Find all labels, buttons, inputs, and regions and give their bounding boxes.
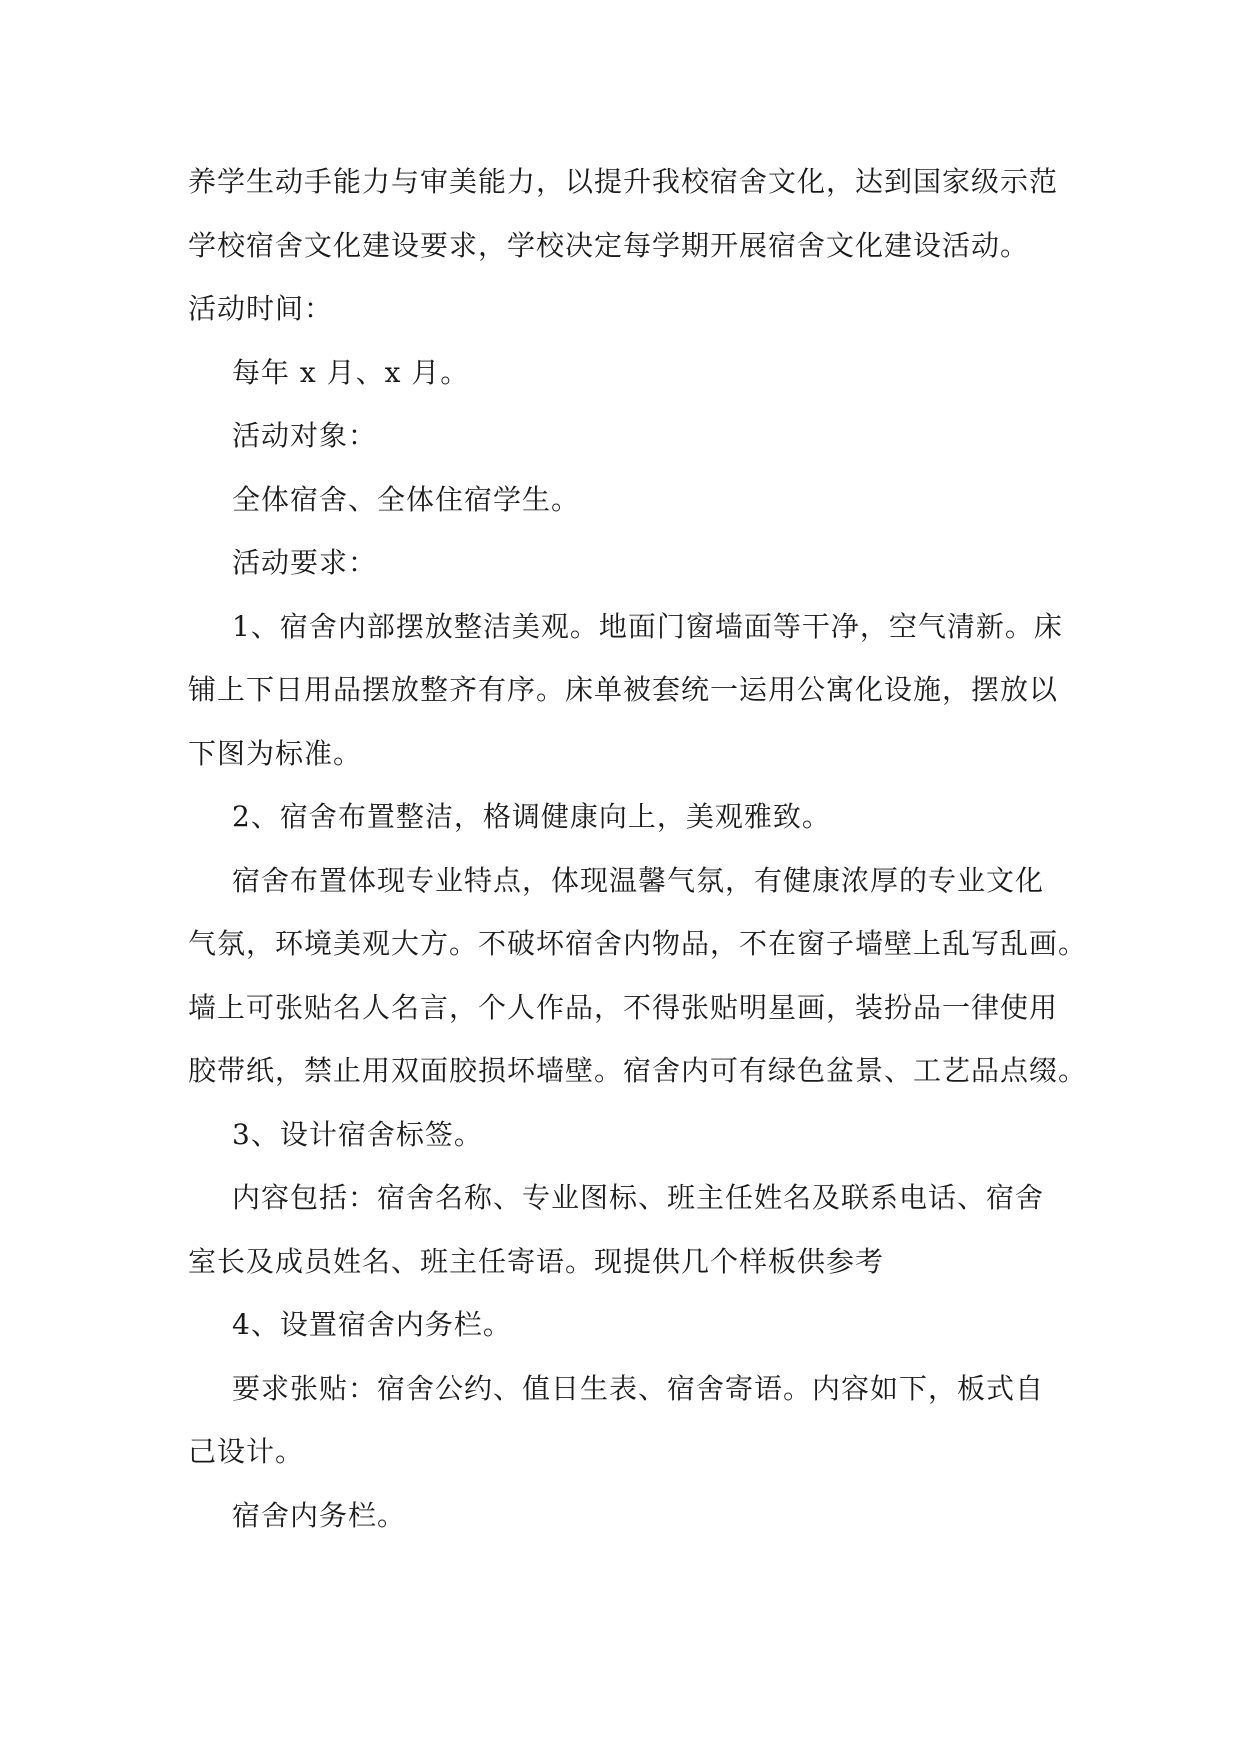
list-item-3: 3、设计宿舍标签。 [232, 1117, 483, 1151]
text-line: 室长及成员姓名、班主任寄语。现提供几个样板供参考 [188, 1244, 885, 1278]
section-heading: 活动要求： [232, 546, 378, 579]
list-item-4: 4、设置宿舍内务栏。 [232, 1308, 512, 1341]
list-item-2: 2、宿舍布置整洁，格调健康向上，美观雅致。 [232, 800, 831, 833]
text-line: 学校宿舍文化建设要求，学校决定每学期开展宿舍文化建设活动。 [188, 228, 1030, 262]
section-heading: 活动对象： [232, 419, 378, 452]
text-line: 内容包括：宿舍名称、专业图标、班主任姓名及联系电话、宿舍 [232, 1181, 1045, 1214]
document-body [188, 150, 1088, 1547]
text-line: 要求张贴：宿舍公约、值日生表、宿舍寄语。内容如下，板式自 [232, 1371, 1045, 1405]
text-line: 宿舍布置体现专业特点，体现温馨气氛，有健康浓厚的专业文化 [232, 863, 1045, 897]
text-line: 下图为标准。 [188, 736, 363, 770]
list-item-1: 1、宿舍内部摆放整洁美观。地面门窗墙面等干净，空气清新。床 [232, 609, 1063, 643]
text-line: 铺上下日用品摆放整齐有序。床单被套统一运用公寓化设施，摆放以 [188, 673, 1059, 706]
text-line: 墙上可张贴名人名言，个人作品，不得张贴明星画，装扮品一律使用 [188, 990, 1059, 1024]
text-line: 养学生动手能力与审美能力，以提升我校宿舍文化，达到国家级示范 [188, 165, 1059, 198]
text-line: 每年 x 月、x 月。 [232, 355, 470, 389]
text-line: 己设计。 [188, 1435, 305, 1468]
text-line: 气氛，环境美观大方。不破坏宿舍内物品，不在窗子墙壁上乱写乱画。 [188, 927, 1088, 960]
text-line: 宿舍内务栏。 [232, 1498, 407, 1532]
section-heading: 活动时间： [188, 292, 334, 325]
text-line: 全体宿舍、全体住宿学生。 [232, 482, 581, 516]
text-line: 胶带纸，禁止用双面胶损坏墙壁。宿舍内可有绿色盆景、工艺品点缀。 [188, 1054, 1088, 1087]
